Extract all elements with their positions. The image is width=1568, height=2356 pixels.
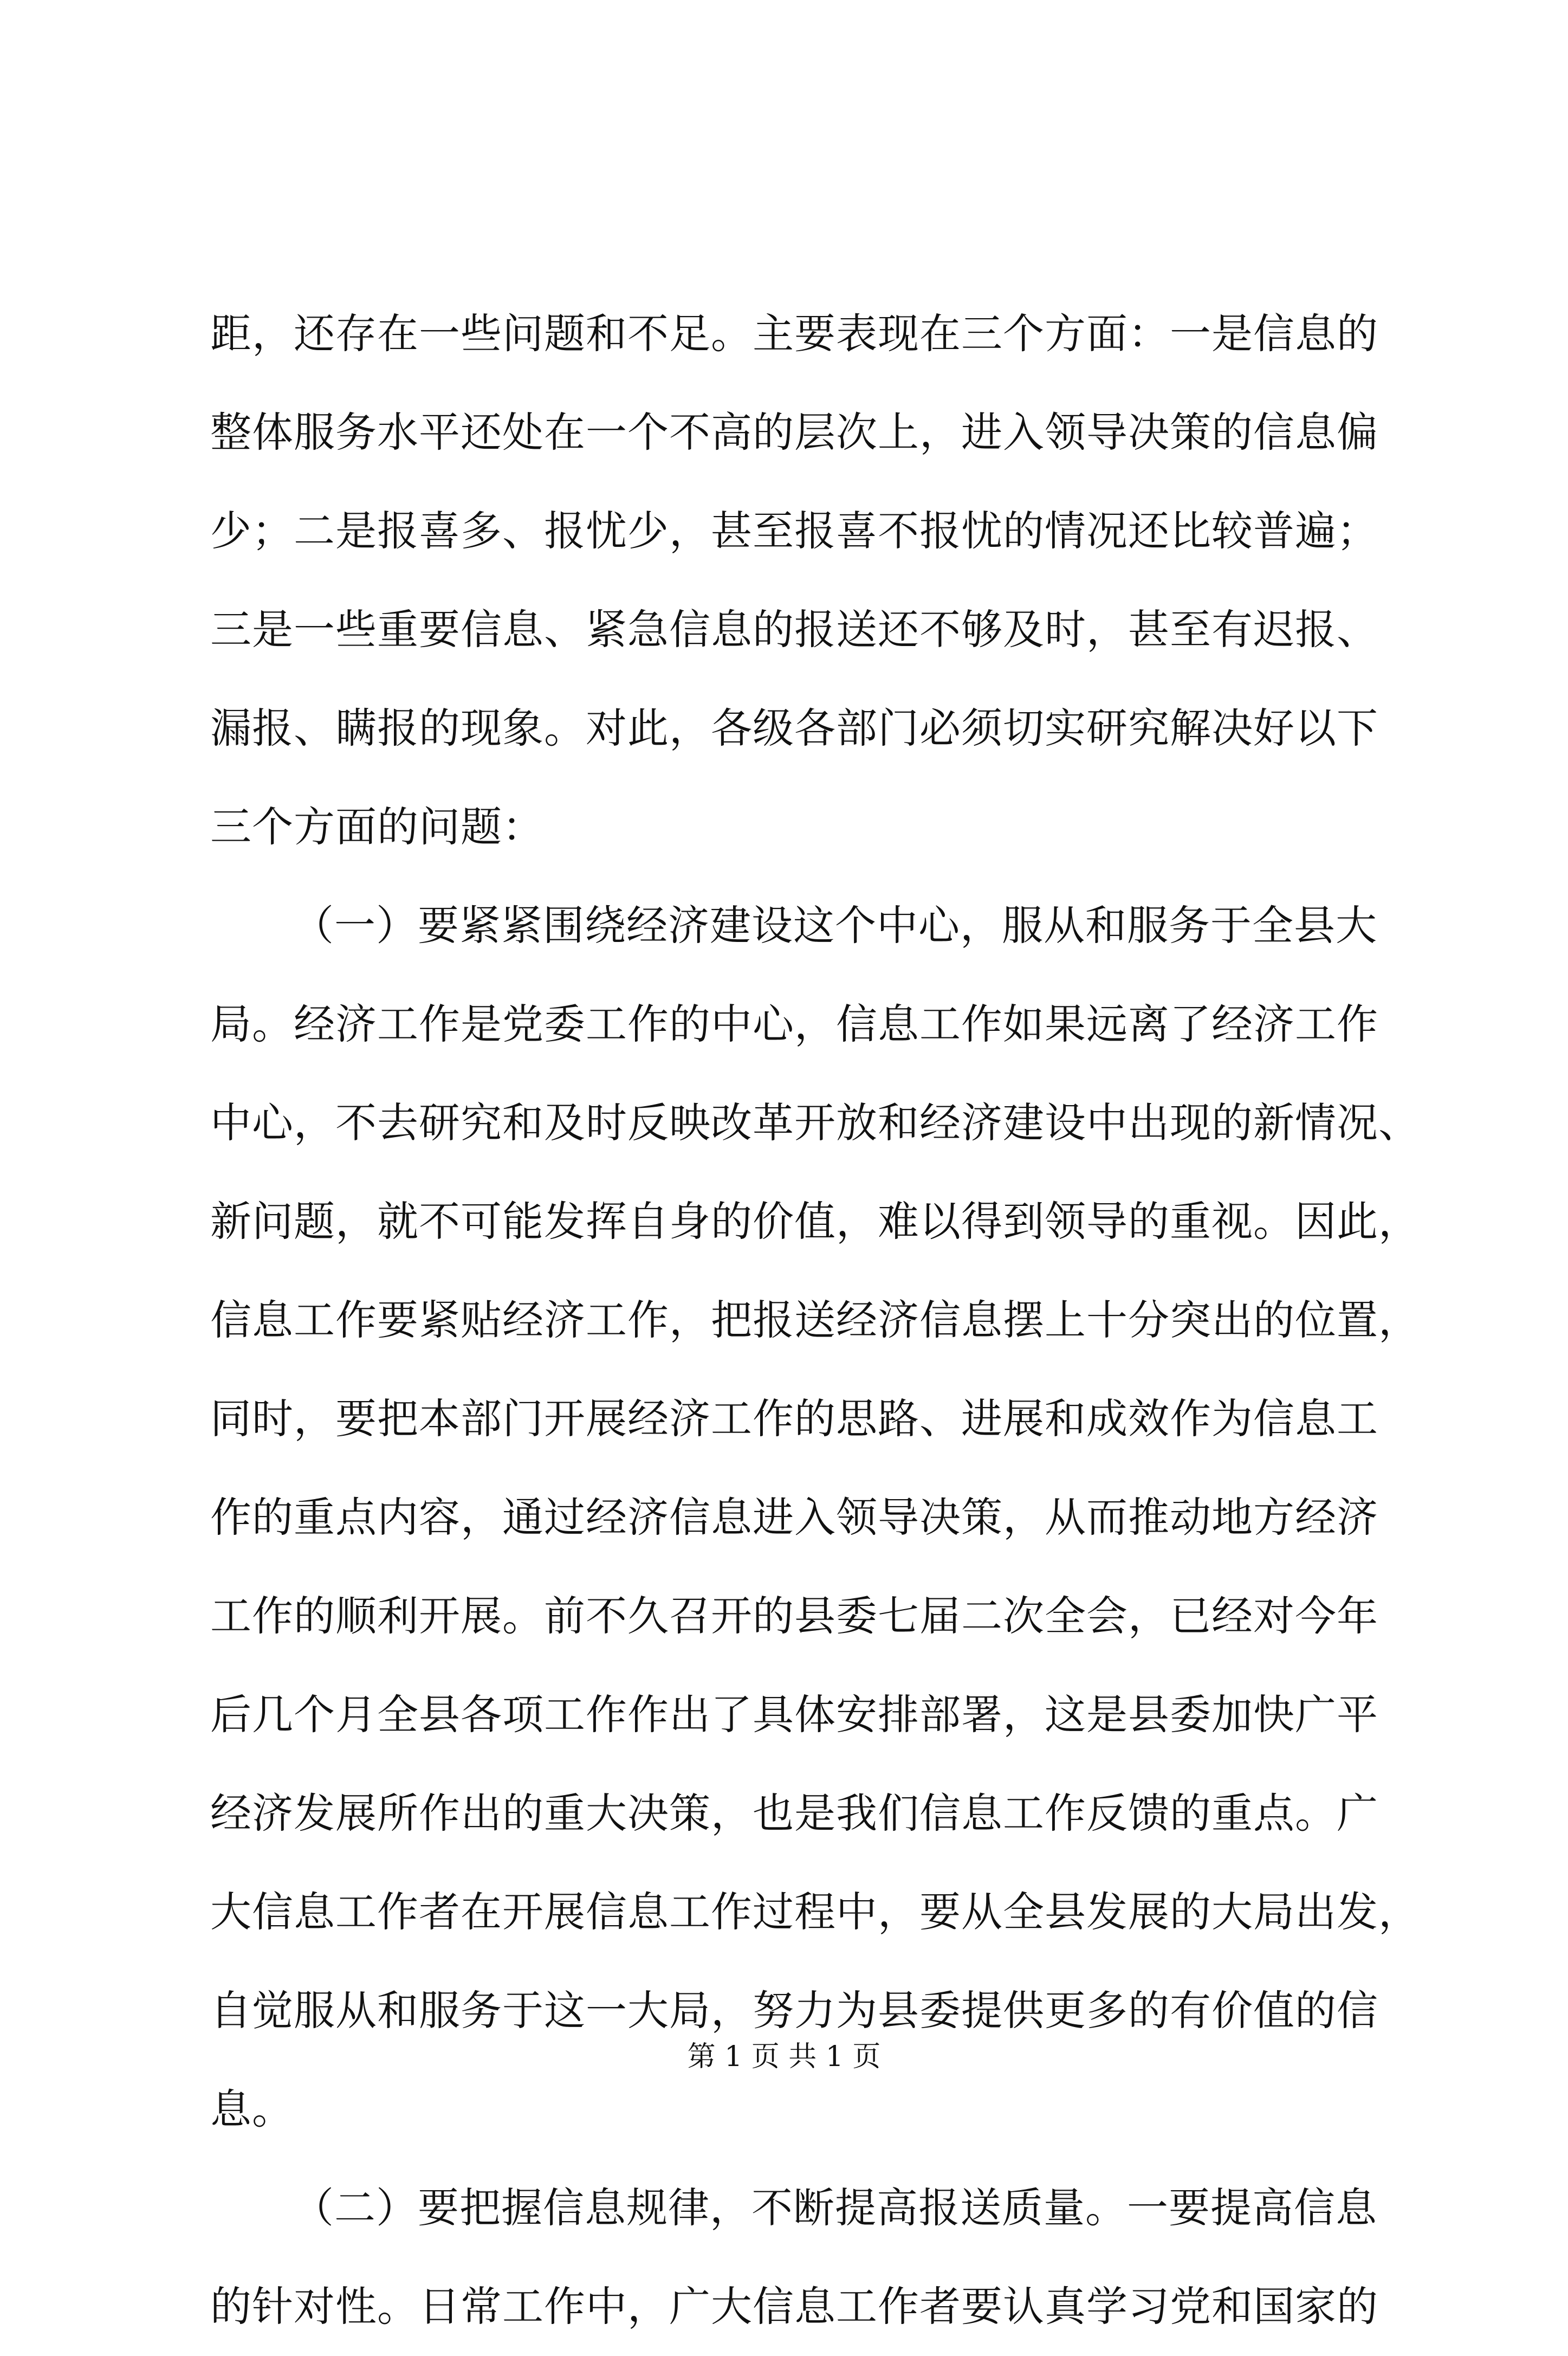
text-line: 自觉服从和服务于这一大局，努力为县委提供更多的有价值的信 [210,1986,1378,2035]
text-line: 信息工作要紧贴经济工作，把报送经济信息摆上十分突出的位置， [210,1296,1420,1344]
text-line: 中心，不去研究和及时反映改革开放和经济建设中出现的新情况、 [210,1099,1420,1147]
text-line: 同时，要把本部门开展经济工作的思路、进展和成效作为信息工 [210,1395,1378,1443]
section-heading-line: （一）要紧紧围绕经济建设这个中心，服从和服务于全县大 [293,901,1377,950]
text-line: 局。经济工作是党委工作的中心，信息工作如果远离了经济工作 [210,1000,1378,1048]
text-line: 整体服务水平还处在一个不高的层次上，进入领导决策的信息偏 [210,408,1378,456]
page-number-footer: 第 1 页 共 1 页 [687,2041,881,2073]
text-line: 三个方面的问题： [210,803,544,851]
text-line: 距，还存在一些问题和不足。主要表现在三个方面：一是信息的 [210,309,1378,358]
text-line: 作的重点内容，通过经济信息进入领导决策，从而推动地方经济 [210,1493,1378,1541]
text-line: 三是一些重要信息、紧急信息的报送还不够及时，甚至有迟报、 [210,605,1378,654]
section-heading-line: （二）要把握信息规律，不断提高报送质量。一要提高信息 [293,2184,1377,2232]
text-line: 的针对性。日常工作中，广大信息工作者要认真学习党和国家的 [210,2282,1378,2331]
text-line: 息。 [210,2085,294,2133]
text-line: 新问题，就不可能发挥自身的价值，难以得到领导的重视。因此， [210,1197,1420,1245]
text-line: 经济发展所作出的重大决策，也是我们信息工作反馈的重点。广 [210,1789,1378,1837]
text-line: 工作的顺利开展。前不久召开的县委七届二次全会，已经对今年 [210,1592,1378,1640]
text-line: 后几个月全县各项工作作出了具体安排部署，这是县委加快广平 [210,1690,1378,1739]
text-line: 少；二是报喜多、报忧少，甚至报喜不报忧的情况还比较普遍； [210,507,1378,555]
text-line: 漏报、瞒报的现象。对此，各级各部门必须切实研究解决好以下 [210,704,1378,752]
text-line: 大信息工作者在开展信息工作过程中，要从全县发展的大局出发， [210,1888,1420,1936]
